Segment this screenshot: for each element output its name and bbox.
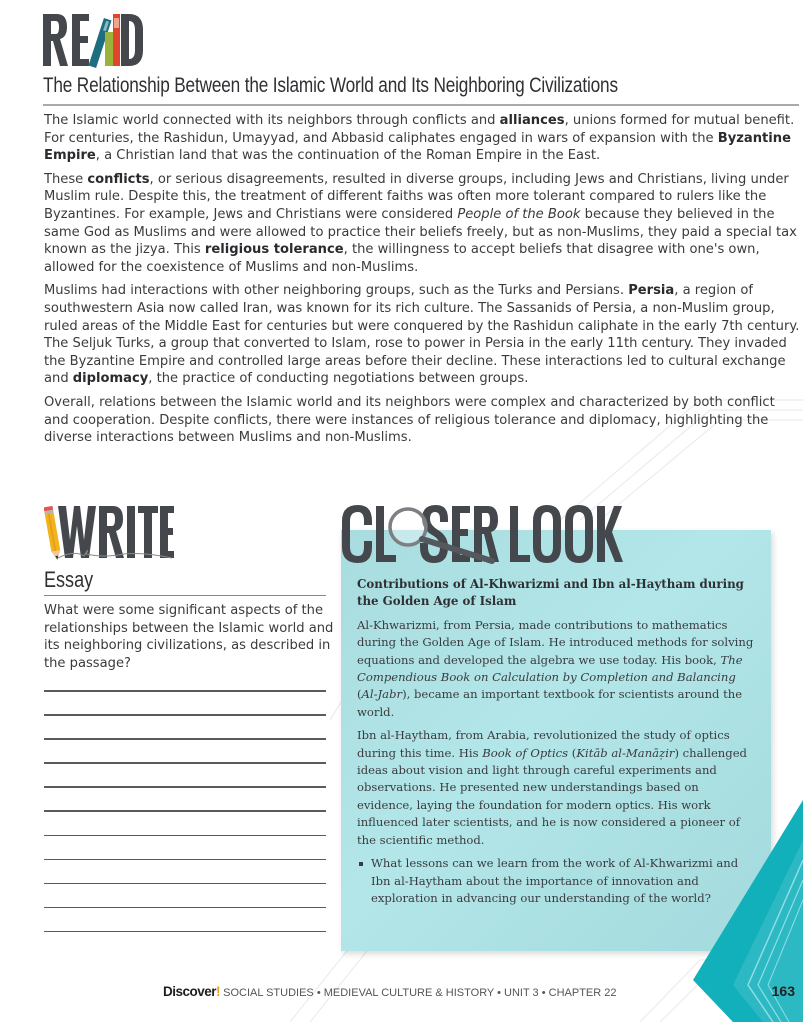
page-footer (163, 984, 617, 999)
vocab-religious-tolerance: religious tolerance (204, 242, 344, 258)
answer-line[interactable] (44, 931, 326, 933)
title-rule (43, 104, 799, 106)
closer-look-paragraph-2: Ibn al-Haytham, from Arabia, revolutionized the study of optics during this time. His Book of Optics (Kitāb al-Manāẓir) challenged ideas about vision and light through careful experiments and observations. He presented new understandings based on evidence, laying the foundation for modern optics. His work influenced later scientists, and he is now considered a pioneer of the scientific method. (357, 728, 747, 847)
answer-line[interactable] (44, 810, 326, 812)
vocab-alliances: alliances (499, 113, 565, 128)
passage-paragraph-2: These conflicts, or serious disagreements, resulted in diverse groups, including Jews and Christians, living under Muslim rule. Despite this, the treatment of different faiths was often more tolerant compared to rulers like the Byzantines. For example, Jews and Christians were considered People of the Book because they believed in the same God as Muslims and were allowed to practice their beliefs freely, but as non-Muslims, they paid a special tax known as the jizya. This religious tolerance, the willingness to accept beliefs that disagree with one's own, allowed for the coexistence of Muslims and non-Muslims. (44, 171, 797, 275)
answer-line[interactable] (44, 859, 326, 861)
passage-paragraph-4: Overall, relations between the Islamic world and its neighbors were complex and characterized by both conflict and cooperation. Despite conflicts, there were instances of religious tolerance and diplomacy, highlighting the diverse interactions between Muslims and non-Muslims. (44, 394, 775, 446)
closer-look-paragraph-1: Al-Khwarizmi, from Persia, made contributions to mathematics during the Golden Age of Islam. He introduced methods for solving equations and developed the algebra we use today. His book, The Compendious Book on Calculation by Completion and Balancing (Al-Jabr), became an important textbook for scientists around the world. (357, 617, 754, 719)
answer-line[interactable] (44, 690, 326, 692)
vocab-conflicts: conflicts (87, 171, 150, 187)
footer-course-info: SOCIAL STUDIES • MEDIEVAL CULTURE & HISTORY • UNIT 3 • CHAPTER 22 (220, 987, 617, 999)
write-logo (44, 502, 174, 560)
answer-line[interactable] (44, 738, 326, 740)
page-number: 163 (771, 983, 795, 999)
read-logo (43, 10, 153, 68)
answer-lines (44, 690, 326, 955)
bullet-icon (359, 862, 363, 866)
book-title-kitab: Kitāb al-Manāẓir (576, 745, 675, 760)
closer-look-heading: Contributions of Al-Khwarizmi and Ibn al-Haytham during the Golden Age of Islam (357, 577, 744, 609)
answer-line[interactable] (44, 714, 326, 716)
magnifying-glass-icon (340, 503, 640, 565)
term-people-of-the-book: People of the Book (457, 206, 581, 222)
reading-passage (44, 112, 800, 453)
closer-look-logo (340, 503, 640, 563)
passage-paragraph-3: Muslims had interactions with other neighboring groups, such as the Turks and Persians. Persia, a region of southwestern Asia now called Iran, was known for its rich culture. The Sassanids of Persia, a non-Muslim group, ruled areas of the Middle East for centuries but were conquered by the Rashidun caliphate in the early 7th century. The Seljuk Turks, a group that converted to Islam, rose to power in Persia in the early 11th century. They invaded the Byzantine Empire and controlled large areas before their decline. These interactions led to cultural exchange and diplomacy, the practice of conducting negotiations between groups. (44, 283, 800, 387)
read-logo-icon (43, 10, 153, 70)
vocab-persia: Persia (628, 283, 675, 299)
vocab-byzantine-empire: Byzantine Empire (44, 130, 791, 164)
answer-line[interactable] (44, 762, 326, 764)
passage-paragraph-1: The Islamic world connected with its neighbors through conflicts and alliances, unions formed for mutual benefit. For centuries, the Rashidun, Umayyad, and Abbasid caliphates engaged in wars of expansion with the Byzantine Empire, a Christian land that was the continuation of the Roman Empire in the East. (44, 113, 795, 164)
discover-logo: Discover! (163, 984, 221, 999)
answer-line[interactable] (44, 883, 326, 885)
book-title-al-jabr: Al-Jabr (361, 687, 403, 702)
answer-line[interactable] (44, 786, 326, 788)
answer-line[interactable] (44, 835, 326, 837)
book-title-compendious: The Compendious Book on Calculation by Completion and Balancing (357, 652, 743, 685)
read-title: The Relationship Between the Islamic World and Its Neighboring Civilizations (43, 74, 618, 97)
essay-prompt: What were some significant aspects of the relationships between the Islamic world and its neighboring civilizations, as described in the passage? (44, 603, 334, 671)
pencil-icon (44, 502, 174, 562)
closer-look-question: What lessons can we learn from the work of Al-Khwarizmi and Ibn al-Haytham about the importance of innovation and exploration in advancing our understanding of the world? (357, 855, 757, 907)
essay-title: Essay (44, 567, 94, 592)
essay-rule (44, 595, 326, 596)
vocab-diplomacy: diplomacy (72, 371, 149, 387)
answer-line[interactable] (44, 907, 326, 909)
book-title-optics: Book of Optics (482, 745, 569, 760)
